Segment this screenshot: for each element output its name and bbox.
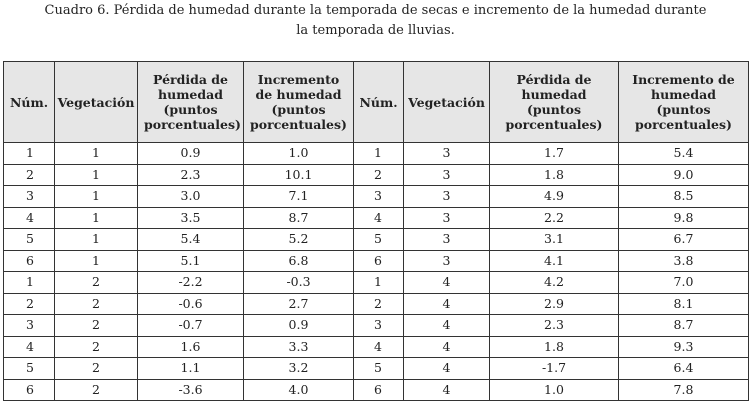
caption-line-2: la temporada de lluvias. xyxy=(296,23,455,38)
cell-num-2: 2 xyxy=(354,293,404,315)
cell-loss-2: 2.2 xyxy=(490,207,619,229)
cell-num-1: 2 xyxy=(4,293,55,315)
cell-increase-1: 5.2 xyxy=(244,229,354,251)
header-increase-1: Incremento de humedad (puntos porcentuales) xyxy=(244,62,354,143)
cell-increase-1: 7.1 xyxy=(244,186,354,208)
cell-increase-2: 7.8 xyxy=(619,379,749,401)
cell-loss-1: -0.7 xyxy=(138,315,244,337)
table-row xyxy=(4,164,749,186)
cell-vegetation-1: 1 xyxy=(55,250,138,272)
cell-increase-2: 5.4 xyxy=(619,143,749,165)
cell-num-1: 6 xyxy=(4,379,55,401)
table-row xyxy=(4,315,749,337)
header-increase-2: Incremento de humedad (puntos porcentuales) xyxy=(619,62,749,143)
cell-num-1: 6 xyxy=(4,250,55,272)
cell-num-2: 4 xyxy=(354,336,404,358)
cell-increase-1: 0.9 xyxy=(244,315,354,337)
cell-vegetation-2: 4 xyxy=(404,315,490,337)
cell-increase-2: 9.3 xyxy=(619,336,749,358)
cell-increase-1: -0.3 xyxy=(244,272,354,294)
cell-loss-2: 1.8 xyxy=(490,164,619,186)
cell-loss-2: -1.7 xyxy=(490,358,619,380)
cell-loss-1: 1.6 xyxy=(138,336,244,358)
cell-vegetation-1: 1 xyxy=(55,207,138,229)
cell-num-2: 5 xyxy=(354,358,404,380)
table-row xyxy=(4,379,749,401)
cell-vegetation-2: 3 xyxy=(404,186,490,208)
cell-vegetation-1: 1 xyxy=(55,229,138,251)
cell-num-1: 4 xyxy=(4,207,55,229)
table-row xyxy=(4,293,749,315)
cell-num-2: 2 xyxy=(354,164,404,186)
cell-vegetation-2: 3 xyxy=(404,250,490,272)
table-row xyxy=(4,250,749,272)
cell-num-1: 5 xyxy=(4,358,55,380)
cell-loss-2: 2.3 xyxy=(490,315,619,337)
cell-vegetation-2: 4 xyxy=(404,272,490,294)
cell-vegetation-2: 4 xyxy=(404,336,490,358)
cell-loss-1: 3.0 xyxy=(138,186,244,208)
cell-loss-2: 4.1 xyxy=(490,250,619,272)
cell-increase-1: 2.7 xyxy=(244,293,354,315)
caption-line-1: Cuadro 6. Pérdida de humedad durante la temporada de secas e incremento de la humedad durante xyxy=(44,3,707,18)
cell-num-2: 6 xyxy=(354,379,404,401)
cell-loss-1: -2.2 xyxy=(138,272,244,294)
cell-vegetation-1: 2 xyxy=(55,315,138,337)
cell-loss-1: 5.4 xyxy=(138,229,244,251)
table-row xyxy=(4,186,749,208)
cell-vegetation-1: 2 xyxy=(55,358,138,380)
cell-num-1: 5 xyxy=(4,229,55,251)
cell-increase-1: 6.8 xyxy=(244,250,354,272)
cell-increase-2: 7.0 xyxy=(619,272,749,294)
header-loss-1: Pérdida de humedad (puntos porcentuales) xyxy=(138,62,244,143)
header-row xyxy=(4,62,749,143)
cell-loss-2: 3.1 xyxy=(490,229,619,251)
cell-increase-1: 10.1 xyxy=(244,164,354,186)
cell-num-2: 4 xyxy=(354,207,404,229)
cell-vegetation-1: 2 xyxy=(55,293,138,315)
cell-num-1: 3 xyxy=(4,315,55,337)
table-body xyxy=(4,143,749,401)
cell-num-2: 3 xyxy=(354,315,404,337)
cell-num-1: 1 xyxy=(4,143,55,165)
cell-loss-1: 5.1 xyxy=(138,250,244,272)
cell-increase-1: 3.3 xyxy=(244,336,354,358)
cell-num-1: 1 xyxy=(4,272,55,294)
table-row xyxy=(4,272,749,294)
cell-increase-2: 8.7 xyxy=(619,315,749,337)
cell-increase-2: 6.4 xyxy=(619,358,749,380)
cell-num-2: 6 xyxy=(354,250,404,272)
cell-increase-2: 9.0 xyxy=(619,164,749,186)
cell-vegetation-2: 4 xyxy=(404,293,490,315)
cell-num-2: 1 xyxy=(354,272,404,294)
cell-loss-2: 2.9 xyxy=(490,293,619,315)
cell-loss-1: 0.9 xyxy=(138,143,244,165)
cell-loss-1: -0.6 xyxy=(138,293,244,315)
table-row xyxy=(4,207,749,229)
cell-increase-1: 3.2 xyxy=(244,358,354,380)
table-row xyxy=(4,336,749,358)
cell-num-2: 3 xyxy=(354,186,404,208)
cell-increase-2: 8.5 xyxy=(619,186,749,208)
cell-vegetation-1: 2 xyxy=(55,272,138,294)
cell-vegetation-2: 4 xyxy=(404,379,490,401)
cell-loss-2: 4.9 xyxy=(490,186,619,208)
cell-increase-1: 8.7 xyxy=(244,207,354,229)
cell-vegetation-1: 1 xyxy=(55,186,138,208)
table-row xyxy=(4,358,749,380)
header-vegetation-2: Vegetación xyxy=(404,62,490,143)
cell-vegetation-2: 4 xyxy=(404,358,490,380)
cell-increase-2: 3.8 xyxy=(619,250,749,272)
table-row xyxy=(4,143,749,165)
cell-num-1: 2 xyxy=(4,164,55,186)
table-caption xyxy=(0,0,751,52)
cell-vegetation-2: 3 xyxy=(404,143,490,165)
cell-vegetation-1: 2 xyxy=(55,336,138,358)
cell-increase-2: 8.1 xyxy=(619,293,749,315)
cell-loss-2: 1.0 xyxy=(490,379,619,401)
cell-vegetation-2: 3 xyxy=(404,229,490,251)
cell-num-1: 4 xyxy=(4,336,55,358)
cell-vegetation-2: 3 xyxy=(404,164,490,186)
cell-vegetation-1: 1 xyxy=(55,143,138,165)
cell-vegetation-1: 1 xyxy=(55,164,138,186)
cell-loss-2: 1.7 xyxy=(490,143,619,165)
humidity-table xyxy=(3,61,749,401)
header-vegetation-1: Vegetación xyxy=(55,62,138,143)
cell-loss-1: -3.6 xyxy=(138,379,244,401)
cell-loss-2: 1.8 xyxy=(490,336,619,358)
cell-loss-2: 4.2 xyxy=(490,272,619,294)
cell-vegetation-1: 2 xyxy=(55,379,138,401)
cell-loss-1: 2.3 xyxy=(138,164,244,186)
cell-loss-1: 3.5 xyxy=(138,207,244,229)
cell-increase-1: 1.0 xyxy=(244,143,354,165)
cell-increase-2: 9.8 xyxy=(619,207,749,229)
cell-increase-2: 6.7 xyxy=(619,229,749,251)
table-row xyxy=(4,229,749,251)
header-loss-2: Pérdida de humedad (puntos porcentuales) xyxy=(490,62,619,143)
cell-increase-1: 4.0 xyxy=(244,379,354,401)
cell-num-2: 1 xyxy=(354,143,404,165)
cell-vegetation-2: 3 xyxy=(404,207,490,229)
header-num-1: Núm. xyxy=(4,62,55,143)
cell-num-2: 5 xyxy=(354,229,404,251)
cell-num-1: 3 xyxy=(4,186,55,208)
cell-loss-1: 1.1 xyxy=(138,358,244,380)
header-num-2: Núm. xyxy=(354,62,404,143)
